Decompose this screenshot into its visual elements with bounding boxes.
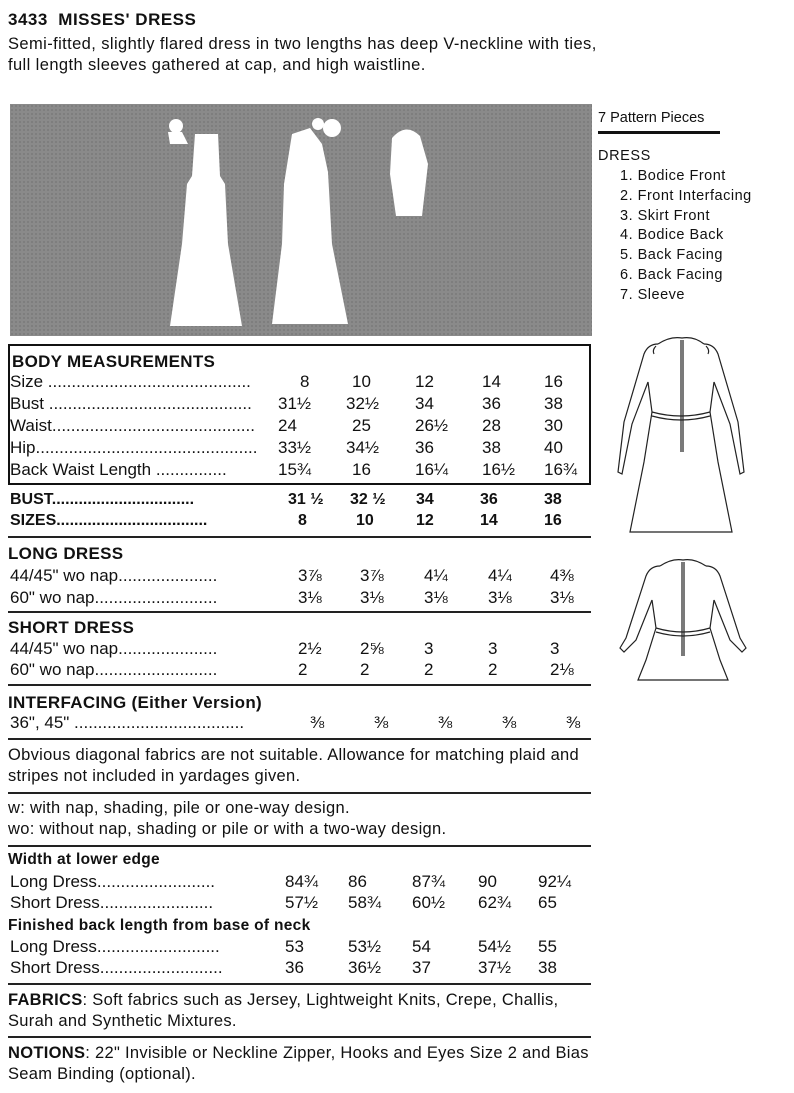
- description: Semi-fitted, slightly flared dress in two lengths has deep V-neckline with ties, full length sleeves gathered at cap, and high waistline.: [8, 35, 597, 74]
- cell: 53: [285, 937, 304, 956]
- divider: [8, 738, 591, 740]
- pattern-pieces-title: 7 Pattern Pieces: [598, 110, 705, 126]
- cell: 38: [544, 491, 562, 508]
- cell: 84¾: [285, 872, 319, 891]
- cell: 30: [544, 416, 563, 435]
- list-item: 1. Bodice Front: [620, 168, 726, 184]
- list-item: 5. Back Facing: [620, 247, 723, 264]
- short-dress-back-sketch: [612, 556, 754, 684]
- pattern-title: MISSES' DRESS: [58, 10, 197, 29]
- cell: 16: [544, 372, 563, 391]
- cell: 2: [488, 660, 498, 679]
- cell: ⅜: [374, 713, 389, 732]
- cell: 2⅛: [550, 660, 574, 679]
- cell: 3⅛: [360, 588, 384, 607]
- row-label: Back Waist Length ...............: [10, 460, 227, 479]
- cell: 31½: [278, 394, 312, 413]
- fabrics-paragraph: [8, 990, 593, 1032]
- cell: 34: [416, 491, 434, 508]
- cell: ⅜: [310, 713, 325, 732]
- cell: 16¼: [415, 460, 449, 479]
- row-label: 44/45" wo nap.....................: [10, 639, 218, 658]
- notions-label: NOTIONS: [8, 1044, 86, 1062]
- cell: 65: [538, 893, 557, 912]
- list-item: 6. Back Facing: [620, 266, 723, 283]
- pattern-pieces-group: DRESS: [598, 148, 651, 164]
- section-heading: Finished back length from base of neck: [8, 917, 311, 934]
- cell: 14: [482, 372, 501, 391]
- cell: 58¾: [348, 893, 382, 912]
- cell: 4¼: [488, 566, 512, 585]
- cell: ⅜: [502, 713, 517, 732]
- cell: 36: [480, 491, 498, 508]
- cell: 3: [550, 639, 560, 658]
- row-label: Long Dress.........................: [10, 872, 216, 891]
- list-item: 7. Sleeve: [620, 286, 685, 303]
- page-title: [8, 10, 196, 30]
- cell: 54½: [478, 937, 512, 956]
- cell: 4⅜: [550, 566, 574, 585]
- list-item: 4. Bodice Back: [620, 227, 724, 244]
- cell: 36½: [348, 958, 382, 977]
- cell: 60½: [412, 893, 446, 912]
- cell: 86: [348, 872, 367, 891]
- cell: 36: [482, 394, 501, 413]
- row-label: BUST................................: [10, 491, 195, 508]
- cell: 32 ½: [350, 491, 386, 508]
- list-item: 2. Front Interfacing: [620, 187, 752, 204]
- cell: 3⅛: [488, 588, 512, 607]
- pattern-pieces-illustration: [10, 104, 592, 336]
- cell: 90: [478, 872, 497, 891]
- row-label: Short Dress..........................: [10, 958, 223, 977]
- cell: ⅜: [438, 713, 453, 732]
- cell: 16: [352, 460, 371, 479]
- cell: 2½: [298, 639, 322, 658]
- row-label: 44/45" wo nap.....................: [10, 566, 218, 585]
- divider: [8, 536, 591, 538]
- divider: [8, 845, 591, 847]
- cell: 87¾: [412, 872, 446, 891]
- cell: 8: [298, 512, 307, 529]
- pattern-number: 3433: [8, 10, 48, 29]
- cell: 92¼: [538, 872, 572, 891]
- cell: 36: [415, 438, 434, 457]
- row-label: Short Dress........................: [10, 893, 214, 912]
- row-label: Bust ...........................................: [10, 394, 252, 413]
- row-label: 60" wo nap..........................: [10, 588, 218, 607]
- cell: 3⅞: [298, 566, 322, 585]
- divider: [8, 983, 591, 985]
- cell: 26½: [415, 416, 449, 435]
- cell: 15¾: [278, 460, 312, 479]
- cell: 3⅛: [424, 588, 448, 607]
- row-label: 36", 45" ....................................: [10, 713, 245, 732]
- legend-without-nap: wo: without nap, shading or pile or with a two-way design.: [8, 820, 447, 838]
- cell: 12: [416, 512, 434, 529]
- pattern-pieces-list: [620, 167, 752, 306]
- cell: 16: [544, 512, 562, 529]
- row-label: SIZES..................................: [10, 512, 208, 529]
- divider: [8, 792, 591, 794]
- section-heading: Width at lower edge: [8, 851, 160, 868]
- long-dress-back-sketch: [608, 332, 758, 537]
- cell: 16½: [482, 460, 516, 479]
- cell: 38: [482, 438, 501, 457]
- pattern-pieces-photo: [10, 104, 592, 336]
- cell: 28: [482, 416, 501, 435]
- row-label: 60" wo nap..........................: [10, 660, 218, 679]
- cell: 3⅛: [298, 588, 322, 607]
- fabrics-text: : Soft fabrics such as Jersey, Lightweight Knits, Crepe, Challis, Surah and Synthetic Mixtures.: [8, 991, 559, 1030]
- cell: 3: [488, 639, 498, 658]
- cell: 57½: [285, 893, 319, 912]
- row-label: Waist...........................................: [10, 416, 255, 435]
- cell: 24: [278, 416, 297, 435]
- cell: 4¼: [424, 566, 448, 585]
- cell: 2: [360, 660, 370, 679]
- divider: [8, 1036, 591, 1038]
- section-heading: SHORT DRESS: [8, 618, 135, 637]
- cell: 2: [424, 660, 434, 679]
- cell: 53½: [348, 937, 382, 956]
- cell: 38: [538, 958, 557, 977]
- legend-with-nap: w: with nap, shading, pile or one-way design.: [8, 799, 350, 817]
- cell: 55: [538, 937, 557, 956]
- fabrics-label: FABRICS: [8, 991, 83, 1009]
- cell: 34: [415, 394, 434, 413]
- divider: [8, 684, 591, 686]
- cell: 33½: [278, 438, 312, 457]
- cell: 2⅝: [360, 639, 384, 658]
- cell: 37½: [478, 958, 512, 977]
- cell: ⅜: [566, 713, 581, 732]
- cell: 32½: [346, 394, 380, 413]
- cell: 38: [544, 394, 563, 413]
- section-heading: BODY MEASUREMENTS: [12, 352, 216, 371]
- cell: 3⅞: [360, 566, 384, 585]
- fabric-note: Obvious diagonal fabrics are not suitable. Allowance for matching plaid and stripes not included in yardages given.: [8, 746, 579, 785]
- list-item: 3. Skirt Front: [620, 207, 710, 224]
- cell: 14: [480, 512, 498, 529]
- cell: 12: [415, 372, 434, 391]
- cell: 10: [356, 512, 374, 529]
- cell: 40: [544, 438, 563, 457]
- notions-paragraph: [8, 1043, 593, 1085]
- section-heading: LONG DRESS: [8, 544, 124, 563]
- cell: 36: [285, 958, 304, 977]
- divider: [8, 611, 591, 613]
- cell: 54: [412, 937, 431, 956]
- cell: 16¾: [544, 460, 578, 479]
- cell: 3⅛: [550, 588, 574, 607]
- cell: 3: [424, 639, 434, 658]
- cell: 62¾: [478, 893, 512, 912]
- row-label: Size ...........................................: [10, 372, 251, 391]
- cell: 31 ½: [288, 491, 324, 508]
- cell: 10: [352, 372, 371, 391]
- cell: 37: [412, 958, 431, 977]
- row-label: Hip...............................................: [10, 438, 258, 457]
- notions-text: : 22" Invisible or Neckline Zipper, Hooks and Eyes Size 2 and Bias Seam Binding (optional).: [8, 1044, 589, 1083]
- row-label: Long Dress..........................: [10, 937, 220, 956]
- cell: 25: [352, 416, 371, 435]
- divider: [598, 131, 720, 134]
- cell: 8: [300, 372, 310, 391]
- cell: 34½: [346, 438, 380, 457]
- cell: 2: [298, 660, 308, 679]
- section-heading: INTERFACING (Either Version): [8, 693, 262, 712]
